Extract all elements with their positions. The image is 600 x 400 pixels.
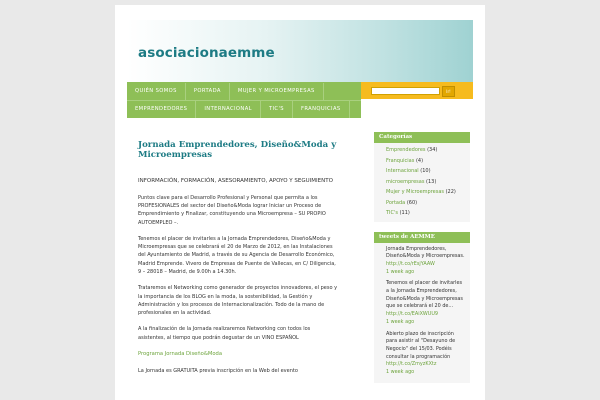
tweet-text: [386, 246, 466, 269]
tweet-time[interactable]: 1 week ago: [386, 369, 415, 376]
category-link[interactable]: Franquicias: [386, 157, 415, 164]
category-link[interactable]: Emprendedores: [386, 147, 426, 153]
category-item: [374, 166, 470, 177]
tweet-link[interactable]: http://t.co/rEsjYAAW: [386, 260, 435, 267]
site-header: [127, 20, 473, 82]
categories-title: Categorías: [374, 132, 470, 143]
tweet-item: [386, 331, 466, 377]
category-item: [374, 177, 470, 188]
nav-item-quien-somos[interactable]: QUIÉN SOMOS: [127, 83, 186, 100]
tweet-item: [386, 280, 466, 326]
tweet-item: [386, 246, 466, 277]
category-item: [374, 145, 470, 156]
category-count: (60): [406, 199, 418, 206]
site-title[interactable]: asociacionaemme: [138, 45, 275, 61]
post-content: [138, 140, 338, 383]
nav-item-franquicias[interactable]: FRANQUICIAS: [293, 101, 350, 118]
post-paragraph-4: A la finalización de la Jornada realizaremos Networking con todos los asistentes, al tiempo que podrán degustar de un VINO ESPAÑOL: [138, 326, 311, 341]
category-link[interactable]: Mujer y Microempresas: [386, 189, 445, 195]
category-link[interactable]: TIC's: [386, 210, 398, 216]
tweets-title: tweets de AEMME: [374, 232, 470, 243]
tweets-list: [374, 243, 470, 383]
category-count: (10): [420, 168, 431, 174]
category-link[interactable]: microempresas: [386, 178, 425, 185]
post-paragraph-5: La Jornada es GRATUITA previa inscripción en la Web del evento: [138, 368, 298, 375]
category-item: [374, 187, 470, 198]
tweet-time[interactable]: 1 week ago: [386, 268, 415, 275]
post-title[interactable]: Jornada Emprendedores, Diseño&Moda y Microempresas: [138, 140, 337, 161]
post-paragraph-1: Puntos clave para el Desarrollo Profesional y Personal que permita a los PROFESIONALES del sector del Diseño&Moda lograr Iniciar un Proceso de Emprendimiento y Finalizar, constituyendo una Microempresa – SU PROPIO AUTOEMPLEO –.: [138, 194, 326, 226]
search-button[interactable]: Ir!: [442, 86, 455, 97]
tweet-time[interactable]: 1 week ago: [386, 318, 415, 325]
sidebar: [374, 132, 470, 383]
category-link[interactable]: Portada: [386, 199, 406, 206]
nav-item-tics[interactable]: TIC'S: [261, 101, 293, 118]
main-nav: [127, 82, 361, 118]
nav-row-1: [127, 83, 324, 100]
category-count: (34): [427, 147, 438, 153]
post-paragraph-3: Trataremos el Networking como generador de proyectos innovadores, el peso y la importancia de los BLOG en la moda, la sostenibilidad, la Gestión y Administración y los procesos de Internacionalización. Todo de la mano de profesionales en la actividad.: [138, 285, 338, 317]
tweet-text: [386, 280, 466, 319]
search-input[interactable]: [371, 87, 440, 95]
tweet-body: Abierto plazo de inscripción para asistir al "Desayuno de Negocio" del 15/03. Podéis consultar la programación: [386, 330, 456, 360]
category-count: (22): [445, 189, 456, 195]
tweet-body: Tenemos el placer de invitarles a la Jornada Emprendedores, Diseño&Moda y Microempresas que se celebrará el 20 de...: [386, 280, 463, 310]
tweet-text: [386, 331, 466, 370]
nav-item-portada[interactable]: PORTADA: [186, 83, 230, 100]
search-bar: [361, 82, 473, 99]
categories-list: [374, 143, 470, 222]
page-container: [115, 5, 485, 400]
nav-item-mujer-microempresas[interactable]: MUJER Y MICROEMPRESAS: [230, 83, 324, 100]
tweet-body: Jornada Emprendedores, Diseño&Moda y Microempresas.: [386, 245, 465, 260]
category-count: (11): [399, 210, 410, 216]
tweet-link[interactable]: http://t.co/ZmyzKXtz: [386, 361, 437, 368]
post-paragraph-2: Tenemos el placer de invitarles a la Jornada Emprendedores, Diseño&Moda y Microempresas que se celebrará el 20 de Marzo de 2012, en las Instalaciones del Ayuntamiento de Madrid, a través de su Agencia de Desarrollo Económico, Madrid Emprende. Vivero de Empresas de Puente de Vallecas, en C/ Diligencia, 9 – 28018 – Madrid, de 9.00h a 14.30h.: [138, 235, 336, 275]
category-count: (4): [415, 157, 424, 164]
nav-row-2: [127, 101, 350, 118]
program-link[interactable]: Programa Jornada Diseño&Moda: [138, 351, 223, 358]
category-item: [374, 156, 470, 167]
nav-item-emprendedores[interactable]: EMPRENDEDORES: [127, 101, 196, 118]
nav-item-internacional[interactable]: INTERNACIONAL: [196, 101, 261, 118]
category-item: [374, 208, 470, 219]
category-link[interactable]: Internacional: [386, 168, 419, 174]
post-lead: INFORMACIÓN, FORMACIÓN, ASESORAMIENTO, APOYO Y SEGUIMIENTO: [138, 177, 333, 184]
category-count: (13): [426, 178, 437, 185]
tweet-link[interactable]: http://t.co/EAiXWUU9: [386, 311, 439, 318]
category-item: [374, 198, 470, 209]
